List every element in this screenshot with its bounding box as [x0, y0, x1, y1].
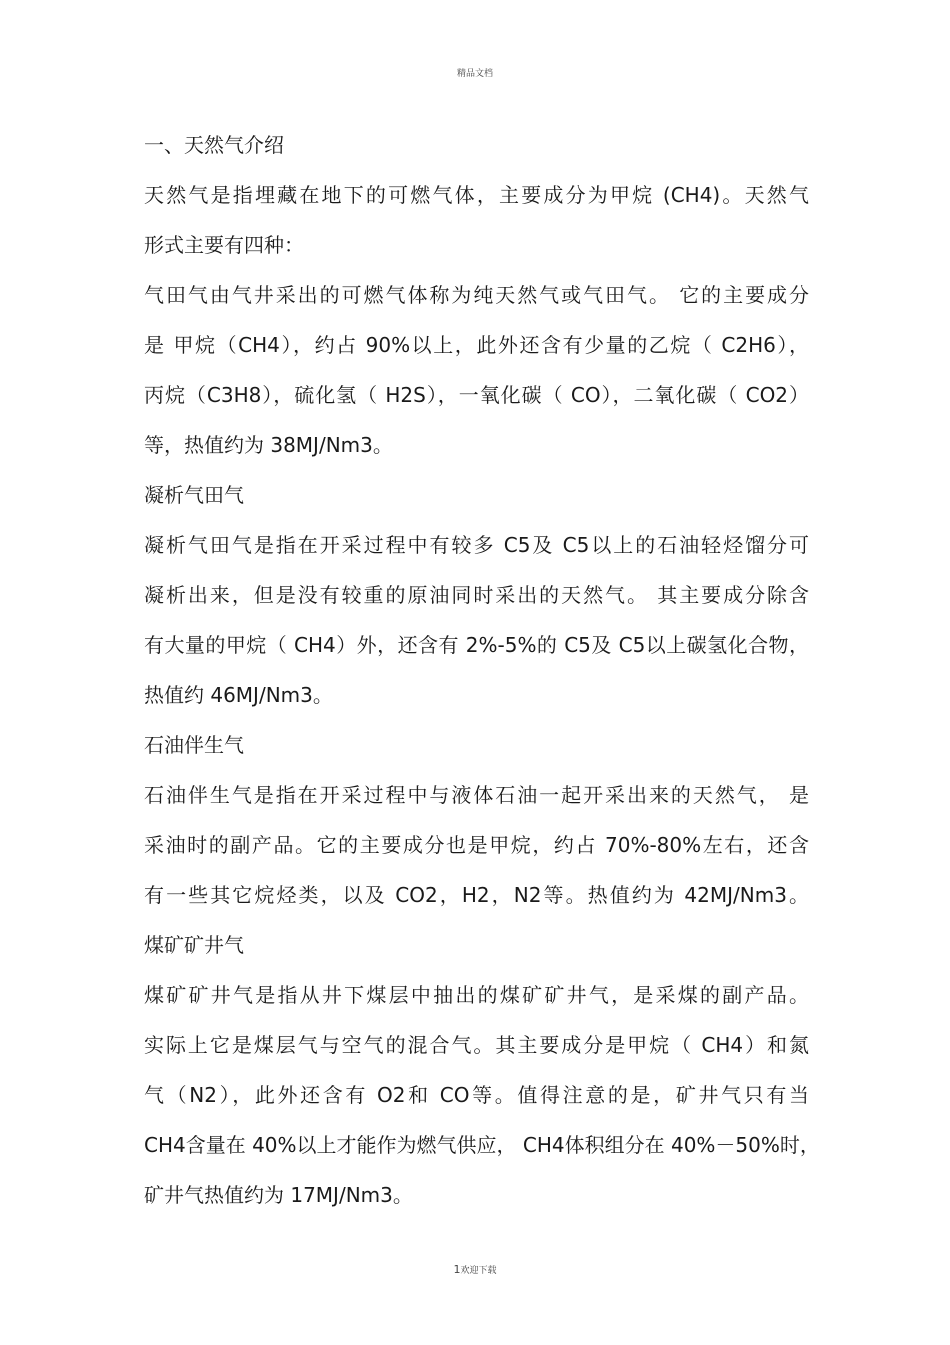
paragraph-line: 有大量的甲烷（ CH4）外，还含有 2%-5%的 C5及 C5以上碳氢化合物，: [144, 633, 809, 657]
subheading: 凝析气田气: [144, 483, 244, 507]
paragraph-line: 石油伴生气是指在开采过程中与液体石油一起开采出来的天然气， 是: [144, 783, 809, 807]
paragraph-line: 丙烷（C3H8），硫化氢（ H2S），一氧化碳（ CO），二氧化碳（ CO2）: [144, 383, 809, 407]
paragraph-line: 煤矿矿井气是指从井下煤层中抽出的煤矿矿井气，是采煤的副产品。: [144, 983, 809, 1007]
subheading: 石油伴生气: [144, 733, 244, 757]
paragraph-line: 采油时的副产品。它的主要成分也是甲烷，约占 70%-80%左右，还含: [144, 833, 809, 857]
paragraph-line: 热值约 46MJ/Nm3。: [144, 683, 333, 707]
page-footer: [0, 1263, 950, 1276]
paragraph-line: 矿井气热值约为 17MJ/Nm3。: [144, 1183, 413, 1207]
page-header: [0, 66, 950, 79]
paragraph-line: 形式主要有四种：: [144, 233, 304, 257]
paragraph-line: 实际上它是煤层气与空气的混合气。其主要成分是甲烷（ CH4）和氮: [144, 1033, 809, 1057]
paragraph-line: 是 甲烷（CH4），约占 90%以上，此外还含有少量的乙烷（ C2H6），: [144, 333, 809, 357]
paragraph-line: 天然气是指埋藏在地下的可燃气体，主要成分为甲烷 (CH4)。天然气: [144, 183, 809, 207]
subheading: 煤矿矿井气: [144, 933, 244, 957]
document-body: [144, 120, 820, 1220]
header-text: 精品文档: [456, 69, 493, 79]
paragraph-line: CH4含量在 40%以上才能作为燃气供应， CH4体积组分在 40%－50%时，: [144, 1133, 820, 1157]
paragraph-line: 有一些其它烷烃类，以及 CO2，H2，N2等。热值约为 42MJ/Nm3。: [144, 883, 809, 907]
paragraph-line: 等，热值约为 38MJ/Nm3。: [144, 433, 393, 457]
paragraph-line: 凝析气田气是指在开采过程中有较多 C5及 C5以上的石油轻烃馏分可: [144, 533, 809, 557]
paragraph-line: 气（N2），此外还含有 O2和 CO等。值得注意的是，矿井气只有当: [144, 1083, 809, 1107]
paragraph-line: 凝析出来，但是没有较重的原油同时采出的天然气。 其主要成分除含: [144, 583, 809, 607]
page-number: 1: [453, 1263, 461, 1276]
section-heading: 一、天然气介绍: [144, 133, 284, 157]
paragraph-line: 气田气由气井采出的可燃气体称为纯天然气或气田气。 它的主要成分: [144, 283, 809, 307]
footer-text: 欢迎下载: [460, 1266, 497, 1276]
